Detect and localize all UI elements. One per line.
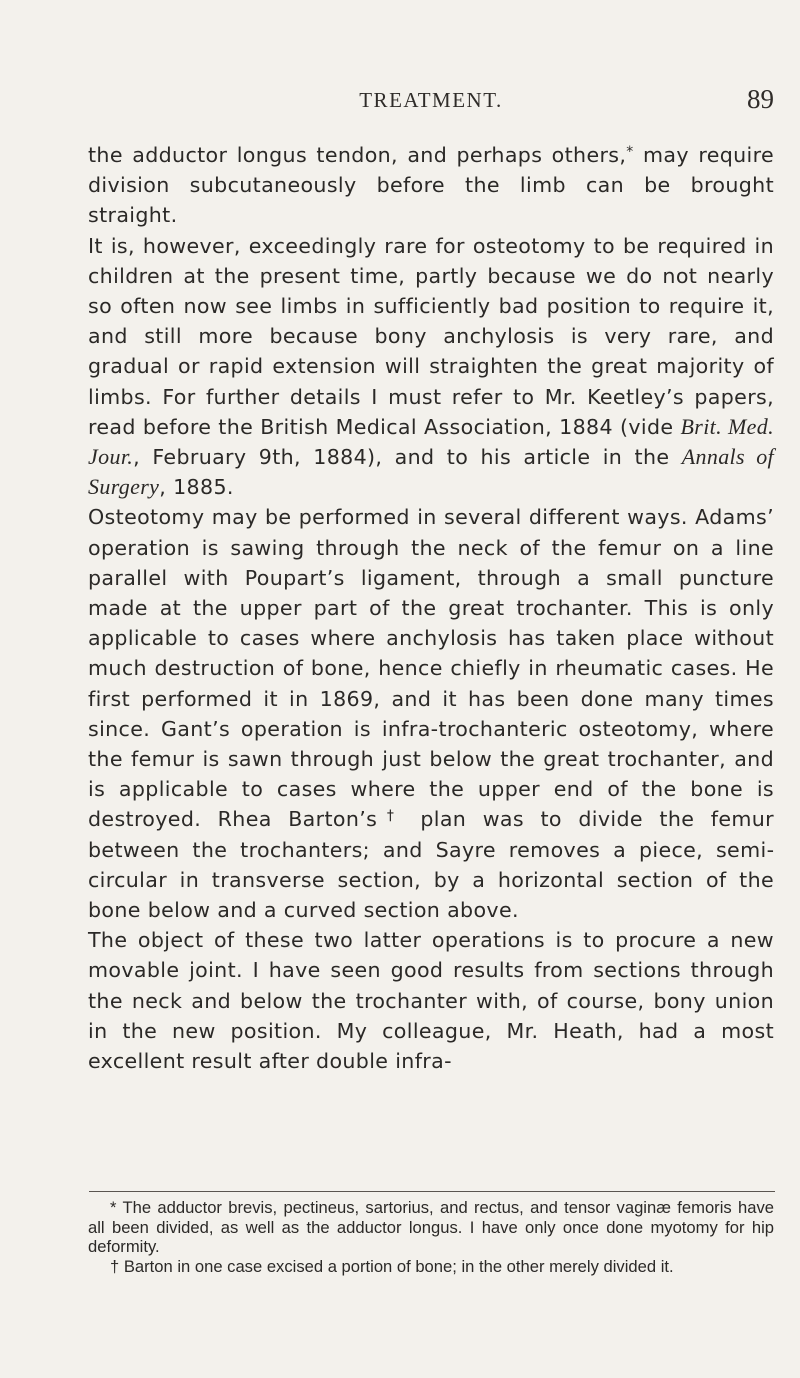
footnote-ref-dagger: † xyxy=(377,808,404,825)
paragraph-3-text-a: Osteotomy may be performed in several different ways. Adams’ operation is sawing through the neck of the femur on a line parallel with Poupart’s ligament, through a small puncture made at the upper part of the great trochanter. This is only applicable to cases where anchylosis has taken place without much destruction of bone, hence chiefly in rheumatic cases. He first performed it in 1869, and it has been done many times since. Gant’s operation is infra-trochanteric osteotomy, where the femur is sawn through just below the great trochanter, and is applicable to cases where the upper end of the bone is destroyed. Rhea Barton’s xyxy=(88,505,774,832)
footnote-asterisk: * The adductor brevis, pectineus, sartorius, and rectus, and tensor vaginæ femoris have all been divided, as well as the adductor longus. I have only once done myotomy for hip deformity. xyxy=(88,1198,774,1257)
footnotes xyxy=(88,1198,774,1276)
paragraph-2 xyxy=(88,231,774,503)
main-text xyxy=(88,140,774,1076)
page-number: 89 xyxy=(747,84,774,114)
paragraph-2-text-a: It is, however, exceedingly rare for osteotomy to be required in children at the present time, partly because we do not nearly so often now see limbs in sufficiently bad position to require it, and still more because bony anchylosis is very rare, and gradual or rapid extension will straighten the great majority of limbs. For further details I must refer to Mr. Keetley’s papers, read before the British Medical Association, 1884 (vide xyxy=(88,233,774,439)
footnote-dagger: † Barton in one case excised a portion of bone; in the other merely divided it. xyxy=(110,1256,674,1276)
paragraph-4-text: The object of these two latter operations is to procure a new movable joint. I have seen good results from sections through the neck and below the trochanter with, of course, bony union in the new position. My colleague, Mr. Heath, had a most excellent result after double infra- xyxy=(88,928,774,1074)
paragraph-3-text-b: plan was to divide the femur between the trochanters; and Sayre removes a piece, semicircular in transverse section, by a horizontal section of the bone below and a curved section above. xyxy=(88,807,774,923)
paragraph-1 xyxy=(88,140,774,231)
annals-title: Annals of Surgery xyxy=(88,444,775,500)
footnote-rule xyxy=(89,1191,775,1192)
running-head: TREATMENT. xyxy=(359,88,503,112)
footnote-ref-asterisk: * xyxy=(626,144,634,160)
paragraph-2-text-b: , February 9th, 1884), and to his article in the xyxy=(133,445,682,470)
paragraph-2-text-c: , 1885. xyxy=(159,475,234,500)
paragraph-3 xyxy=(88,502,774,925)
page-header xyxy=(88,84,774,122)
paragraph-1-text-a: the adductor longus tendon, and perhaps others, xyxy=(88,143,627,167)
paragraph-4 xyxy=(88,925,774,1076)
journal-title: Brit. Med. Jour. xyxy=(88,413,774,470)
paragraph-1-text-b: may require division subcutaneously before the limb can be brought straight. xyxy=(88,143,774,228)
